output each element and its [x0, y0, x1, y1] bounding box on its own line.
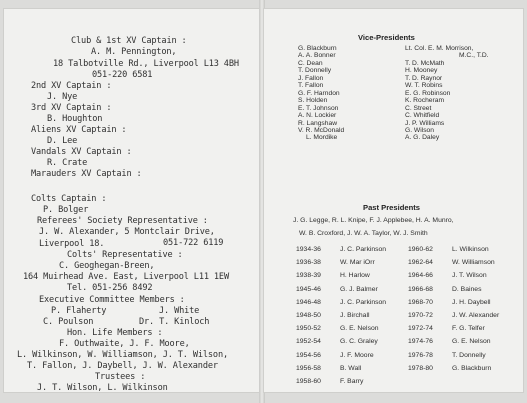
past-president-row [296, 325, 379, 332]
past-president-row [408, 259, 495, 266]
second-xv-captain-label: 2nd XV Captain : [31, 81, 112, 91]
list-item: A. G. Daley [405, 134, 440, 142]
list-item: A. A. Bonner [298, 52, 336, 60]
marauders-xv-captain-label: Marauders XV Captain : [31, 169, 142, 179]
life-members-line-2: L. Wilkinson, W. Williamson, J. T. Wilson, [17, 350, 229, 360]
colts-rep-label: Colts' Representative : [67, 250, 183, 260]
exec-member-poulson: C. Poulson [43, 317, 94, 327]
past-presidents-intro [293, 215, 454, 240]
list-item: S. Holden [298, 97, 328, 105]
past-president-row [296, 272, 370, 279]
past-president-row [408, 272, 487, 279]
list-item: C. Whitfield [405, 112, 440, 120]
vandals-xv-captain-name: R. Crate [47, 158, 88, 168]
list-item: E. G. Robinson [405, 89, 451, 97]
term-years: 1958-60 [296, 378, 321, 385]
list-item: M.C., T.D. [459, 52, 489, 60]
past-president-row [408, 246, 489, 253]
vice-presidents-left-column [298, 45, 344, 142]
president-name: J. C. Parkinson [340, 246, 387, 253]
list-item: V. R. McDonald [298, 126, 345, 134]
vandals-xv-captain-label: Vandals XV Captain : [31, 147, 132, 157]
term-years: 1954-56 [296, 351, 321, 359]
third-xv-captain-name: B. Houghton [47, 114, 103, 124]
list-item: W. T. Robins [405, 82, 443, 90]
list-item: T. D. McMath [405, 59, 445, 67]
right-page [263, 8, 524, 393]
term-years: 1960-62 [408, 246, 433, 253]
term-years: 1956-58 [296, 364, 321, 372]
vice-presidents-heading: Vice-Presidents [358, 33, 415, 42]
list-item: T. Fallon [298, 82, 324, 90]
past-president-row [408, 299, 491, 306]
list-item: G. F. Harndon [298, 89, 340, 97]
club-captain-name: A. M. Pennington, [91, 47, 177, 57]
colts-rep-phone: Tel. 051-256 8492 [67, 283, 153, 293]
past-president-row [296, 338, 378, 345]
aliens-xv-captain-name: D. Lee [47, 136, 78, 146]
past-president-row [408, 325, 485, 332]
president-name: W. Williamson [452, 259, 495, 267]
term-years: 1938-39 [296, 272, 321, 280]
past-president-row [296, 246, 386, 253]
president-name: G. Blackburn [452, 364, 492, 372]
list-item: G. Blackburn [298, 45, 337, 52]
list-item: E. T. Johnson [298, 104, 339, 112]
life-members-line-3: T. Fallon, J. Daybell, J. W. Alexander [27, 361, 218, 371]
referees-rep-name: J. W. Alexander, 5 Montclair Drive, [39, 227, 215, 237]
term-years: 1976-78 [408, 351, 433, 359]
past-president-row [296, 352, 374, 359]
past-president-row [296, 259, 375, 266]
term-years: 1936-38 [296, 259, 321, 267]
trustees-label: Trustees : [95, 372, 146, 382]
president-name: J. T. Wilson [452, 272, 487, 280]
president-name: D. Baines [452, 285, 482, 293]
term-years: 1968-70 [408, 298, 433, 306]
president-name: J. Birchall [340, 312, 370, 319]
president-name: J. W. Alexander [452, 312, 500, 319]
term-years: 1978-80 [408, 364, 433, 372]
past-president-row [296, 286, 378, 293]
referees-rep-city: Liverpool 18. [39, 239, 105, 249]
list-item: C. Street [405, 104, 432, 112]
exec-member-flaherty: P. Flaherty [51, 306, 107, 316]
term-years: 1945-46 [296, 285, 321, 293]
list-item: H. Mooney [405, 67, 438, 75]
past-president-row [408, 286, 481, 293]
term-years: 1934-36 [296, 246, 321, 253]
president-name: H. Harlow [340, 272, 370, 280]
trustees-names: J. T. Wilson, L. Wilkinson [37, 383, 168, 393]
term-years: 1952-54 [296, 338, 321, 346]
president-name: G. E. Nelson [452, 338, 491, 346]
club-captain-phone: 051-220 6581 [92, 70, 153, 80]
past-president-row [408, 312, 499, 319]
second-xv-captain-name: J. Nye [47, 92, 78, 102]
past-president-row [408, 338, 491, 345]
past-presidents-heading: Past Presidents [363, 203, 420, 212]
term-years: 1964-66 [408, 272, 433, 280]
exec-member-white: J. White [159, 306, 200, 316]
aliens-xv-captain-label: Aliens XV Captain : [31, 125, 127, 135]
intro-line: W. B. Croxford, J. W. A. Taylor, W. J. Smith [299, 229, 428, 237]
past-president-row [408, 365, 491, 372]
president-name: B. Wall [340, 364, 362, 372]
club-captain-label: Club & 1st XV Captain : [71, 36, 187, 46]
left-page [3, 8, 261, 393]
colts-rep-address: 164 Muirhead Ave. East, Liverpool L11 1EW [23, 272, 229, 282]
president-name: G. C. Graley [340, 338, 378, 346]
list-item: J. Fallon [298, 74, 324, 82]
exec-member-kinloch: Dr. T. Kinloch [139, 317, 210, 327]
list-item: A. N. Lockier [298, 112, 337, 120]
list-item: K. Rocheram [405, 97, 445, 105]
colts-rep-name: C. Geoghegan-Breen, [59, 261, 155, 271]
vice-presidents-right-column [405, 45, 489, 142]
president-name: L. Wilkinson [452, 246, 489, 253]
past-president-row [296, 378, 363, 385]
term-years: 1946-48 [296, 298, 321, 306]
list-item: L. Mordike [306, 134, 338, 142]
exec-committee-label: Executive Committee Members : [39, 295, 185, 305]
life-members-line-1: F. Outhwaite, J. F. Moore, [59, 339, 190, 349]
president-name: J. F. Moore [340, 351, 374, 359]
past-president-row [296, 312, 369, 319]
president-name: F. G. Telfer [452, 325, 485, 333]
referees-rep-label: Referees' Society Representative : [37, 216, 208, 226]
list-item: G. Wilson [405, 126, 434, 134]
list-item: Lt. Col. E. M. Morrison, [405, 45, 474, 52]
list-item: R. Langshaw [298, 119, 338, 127]
colts-captain-label: Colts Captain : [31, 194, 107, 204]
president-name: J. C. Parkinson [340, 298, 387, 306]
term-years: 1972-74 [408, 325, 433, 333]
term-years: 1970-72 [408, 312, 433, 319]
past-president-row [296, 365, 361, 372]
president-name: G. E. Nelson [340, 325, 379, 333]
intro-line: J. G. Legge, R. L. Knipe, F. J. Applebee, H. A. Munro, [293, 217, 454, 224]
list-item: T. D. Raynor [405, 74, 443, 82]
president-name: G. J. Balmer [340, 285, 378, 293]
term-years: 1974-76 [408, 338, 433, 346]
term-years: 1950-52 [296, 325, 321, 333]
past-president-row [408, 352, 486, 359]
referees-rep-phone: 051-722 6119 [163, 238, 224, 248]
list-item: T. Donnelly [298, 67, 332, 75]
president-name: W. Mar iOrr [340, 259, 375, 267]
list-item: C. Dean [298, 59, 323, 67]
president-name: T. Donnelly [452, 351, 486, 359]
president-name: F. Barry [340, 378, 364, 385]
colts-captain-name: P. Bolger [43, 205, 89, 215]
life-members-label: Hon. Life Members : [67, 328, 163, 338]
term-years: 1962-64 [408, 259, 433, 267]
list-item: J. P. Williams [405, 119, 445, 127]
president-name: J. H. Daybell [452, 298, 491, 306]
term-years: 1966-68 [408, 285, 433, 293]
club-captain-address: 18 Talbotville Rd., Liverpool L13 4BH [53, 59, 239, 69]
term-years: 1948-50 [296, 312, 321, 319]
past-president-row [296, 299, 386, 306]
third-xv-captain-label: 3rd XV Captain : [31, 103, 112, 113]
